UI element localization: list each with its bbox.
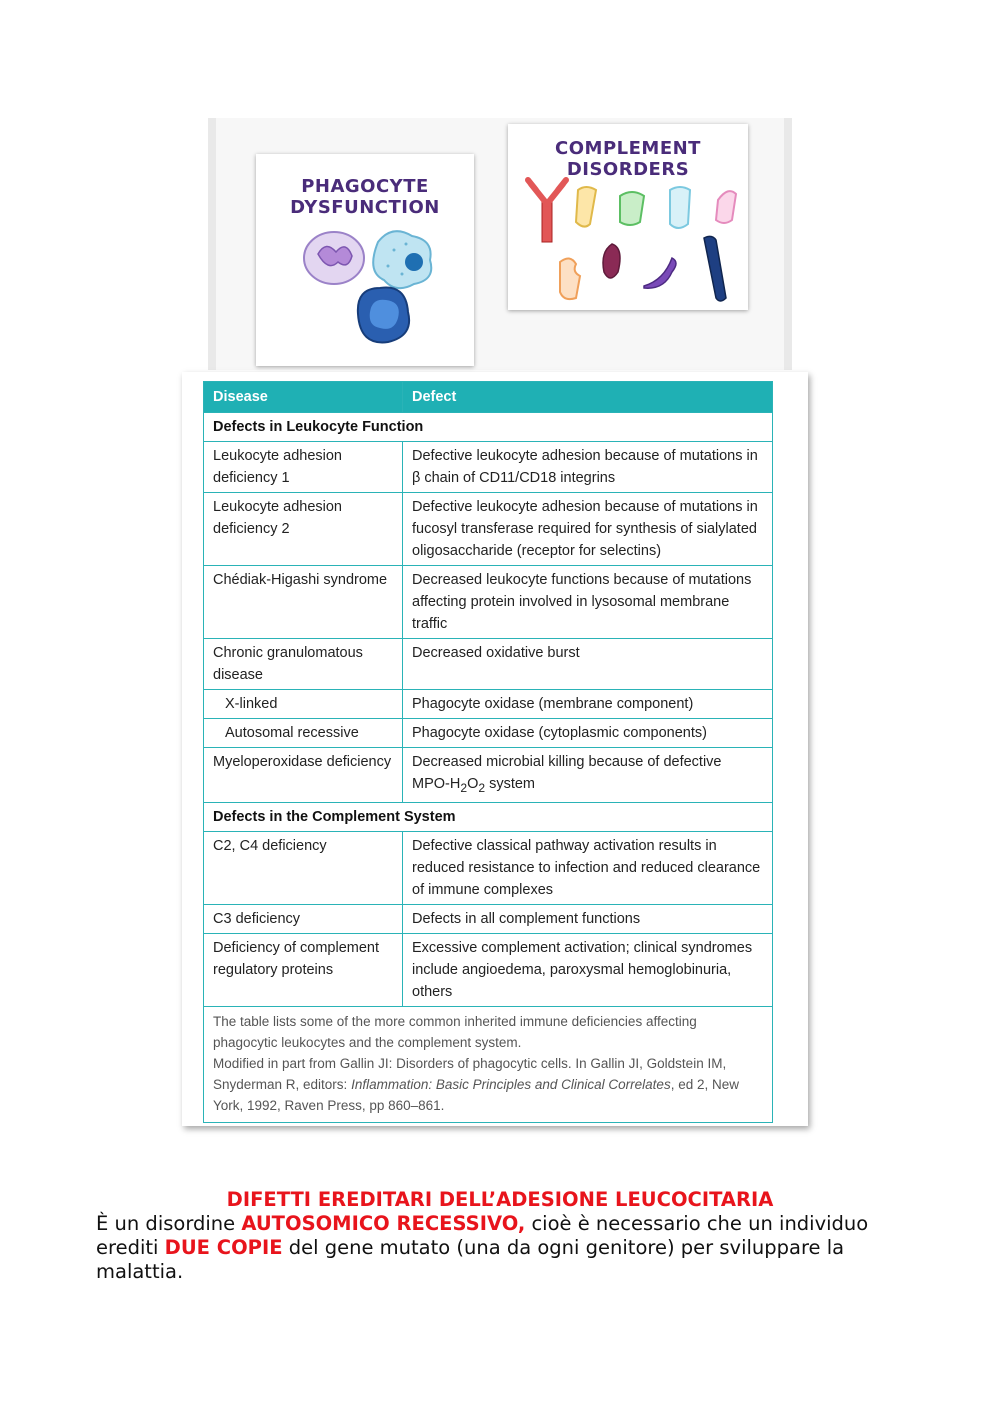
c-protein-lightblue-icon <box>670 187 690 228</box>
disease-cell: Autosomal recessive <box>204 719 403 748</box>
citation-text: Modified in part from Gallin JI: Disorders of phagocytic cells. In Gallin JI, Goldstein IM, Snyderman R, editors: <box>213 1055 727 1092</box>
table-note-line1: The table lists some of the more common inherited immune deficiencies affecting phagocytic leukocytes and the complement system. <box>213 1013 697 1050</box>
section-row <box>204 802 773 831</box>
c-protein-violet-icon <box>644 258 676 288</box>
section-leukocyte-function: Defects in Leukocyte Function <box>204 413 773 442</box>
para-text: del gene mutato (una da ogni genitore) per sviluppare la malattia. <box>96 1236 845 1283</box>
table-row <box>204 566 773 639</box>
section-heading: DIFETTI EREDITARI DELL’ADESIONE LEUCOCITARIA <box>226 1188 774 1211</box>
subscript-2: 2 <box>478 780 486 795</box>
complement-proteins-illustration <box>508 124 748 310</box>
neutrophil-icon <box>304 232 364 284</box>
phagocyte-cells-illustration <box>256 154 474 366</box>
highlight-autosomal-recessive: AUTOSOMICO RECESSIVO, <box>241 1212 526 1235</box>
table-row <box>204 831 773 904</box>
defect-cell: Excessive complement activation; clinical syndromes include angioedema, paroxysmal hemoglobinuria, others <box>403 933 773 1006</box>
table-row <box>204 639 773 690</box>
immunodeficiency-table <box>203 381 773 1123</box>
disease-cell: Chédiak-Higashi syndrome <box>204 566 403 639</box>
disease-cell: Leukocyte adhesion deficiency 1 <box>204 442 403 493</box>
table-notes-row <box>204 1006 773 1122</box>
disease-cell: C2, C4 deficiency <box>204 831 403 904</box>
phagocyte-card-title: PHAGOCYTE DYSFUNCTION <box>290 176 440 218</box>
header-defect: Defect <box>403 382 773 413</box>
defect-cell: Phagocyte oxidase (cytoplasmic components) <box>403 719 773 748</box>
c-protein-green-icon <box>620 192 644 225</box>
disease-cell: Myeloperoxidase deficiency <box>204 748 403 803</box>
highlight-two-copies: DUE COPIE <box>164 1236 283 1259</box>
mpo-defect-text: Decreased microbial killing because of defective MPO-H <box>412 754 722 792</box>
body-paragraph <box>96 1212 916 1284</box>
table-notes <box>204 1006 773 1122</box>
defect-cell: Decreased oxidative burst <box>403 639 773 690</box>
table-header-row <box>204 382 773 413</box>
para-text: È un disordine <box>96 1212 242 1235</box>
antibody-icon <box>528 180 566 242</box>
citation-end: , ed 2, New York, 1992, Raven Press, pp 860–861. <box>213 1076 739 1113</box>
mpo-defect-o: O <box>467 776 479 792</box>
disease-cell: C3 deficiency <box>204 904 403 933</box>
subscript-2: 2 <box>460 780 468 795</box>
defect-cell: Defective leukocyte adhesion because of mutations in fucosyl transferase required for synthesis of sialylated oligosaccharide (receptor for selectins) <box>403 493 773 566</box>
defect-cell <box>403 748 773 803</box>
table-row <box>204 493 773 566</box>
monocyte-icon <box>358 288 409 343</box>
table-row <box>204 748 773 803</box>
section-row <box>204 413 773 442</box>
table-row <box>204 904 773 933</box>
defect-cell: Phagocyte oxidase (membrane component) <box>403 690 773 719</box>
complement-card-title: COMPLEMENT DISORDERS <box>555 138 701 180</box>
c-protein-maroon-icon <box>603 244 620 278</box>
disease-cell: Deficiency of complement regulatory proteins <box>204 933 403 1006</box>
disease-cell: Leukocyte adhesion deficiency 2 <box>204 493 403 566</box>
table-note-citation <box>213 1053 763 1116</box>
table-row <box>204 690 773 719</box>
c-protein-navy-icon <box>704 236 726 301</box>
disease-cell: X-linked <box>204 690 403 719</box>
citation-book-title: Inflammation: Basic Principles and Clinical Correlates <box>351 1076 671 1092</box>
section-complement-system: Defects in the Complement System <box>204 802 773 831</box>
complement-disorders-card <box>508 124 748 310</box>
defect-cell: Defective leukocyte adhesion because of mutations in β chain of CD11/CD18 integrins <box>403 442 773 493</box>
c-protein-orange-icon <box>560 258 580 299</box>
defect-cell: Defects in all complement functions <box>403 904 773 933</box>
header-disease: Disease <box>204 382 403 413</box>
immunodeficiency-table-panel <box>182 372 808 1126</box>
c-protein-pink-icon <box>716 191 736 223</box>
table-row <box>204 719 773 748</box>
macrophage-icon <box>373 231 431 288</box>
mpo-defect-end: system <box>485 776 536 792</box>
table-row <box>204 442 773 493</box>
phagocyte-dysfunction-card <box>256 154 474 366</box>
defect-cell: Defective classical pathway activation results in reduced resistance to infection and reduced clearance of immune complexes <box>403 831 773 904</box>
table-row <box>204 933 773 1006</box>
disease-cell: Chronic granulomatous disease <box>204 639 403 690</box>
para-text: cioè è necessario che un individuo erediti <box>96 1212 869 1259</box>
c-protein-yellow-icon <box>576 187 596 227</box>
defect-cell: Decreased leukocyte functions because of mutations affecting protein involved in lysosomal membrane traffic <box>403 566 773 639</box>
illustration-panel <box>208 118 792 370</box>
